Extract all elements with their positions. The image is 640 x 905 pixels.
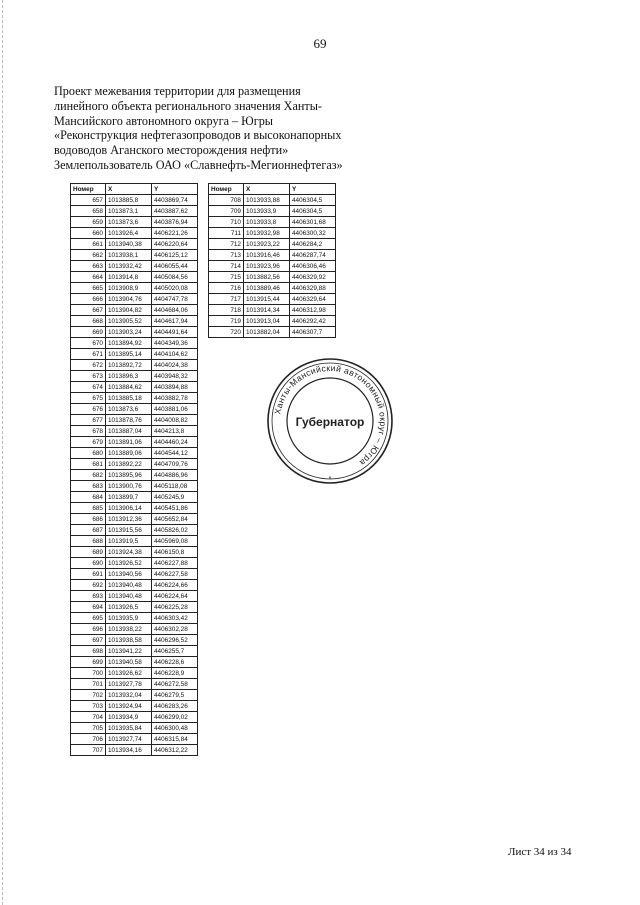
cell-x: 1013891,06 bbox=[106, 437, 152, 448]
cell-x: 1013892,22 bbox=[106, 459, 152, 470]
cell-y: 4404008,82 bbox=[152, 415, 198, 426]
cell-y: 4406312,22 bbox=[152, 745, 198, 756]
table-row bbox=[71, 745, 198, 756]
table-row bbox=[71, 657, 198, 668]
cell-x: 1013932,98 bbox=[244, 228, 290, 239]
cell-x: 1013914,8 bbox=[106, 272, 152, 283]
table-row bbox=[209, 217, 336, 228]
cell-x: 1013933,9 bbox=[244, 206, 290, 217]
cell-y: 4406312,98 bbox=[290, 305, 336, 316]
table-row bbox=[71, 338, 198, 349]
cell-x: 1013896,3 bbox=[106, 371, 152, 382]
header-x: X bbox=[244, 184, 290, 195]
cell-y: 4406300,32 bbox=[290, 228, 336, 239]
cell-y: 4403881,06 bbox=[152, 404, 198, 415]
cell-x: 1013889,46 bbox=[244, 283, 290, 294]
table-row bbox=[71, 613, 198, 624]
table-row bbox=[209, 272, 336, 283]
table-row bbox=[71, 602, 198, 613]
cell-number: 712 bbox=[209, 239, 244, 250]
table-row bbox=[71, 195, 198, 206]
cell-number: 688 bbox=[71, 536, 106, 547]
cell-y: 4406292,42 bbox=[290, 316, 336, 327]
cell-number: 702 bbox=[71, 690, 106, 701]
cell-number: 700 bbox=[71, 668, 106, 679]
cell-x: 1013873,6 bbox=[106, 404, 152, 415]
cell-y: 4406329,88 bbox=[290, 283, 336, 294]
table-row bbox=[71, 492, 198, 503]
cell-y: 4406301,68 bbox=[290, 217, 336, 228]
cell-number: 674 bbox=[71, 382, 106, 393]
cell-number: 705 bbox=[71, 723, 106, 734]
cell-y: 4406272,58 bbox=[152, 679, 198, 690]
table-row bbox=[71, 624, 198, 635]
cell-x: 1013940,48 bbox=[106, 591, 152, 602]
cell-y: 4405245,9 bbox=[152, 492, 198, 503]
cell-y: 4406315,84 bbox=[152, 734, 198, 745]
table-row bbox=[71, 448, 198, 459]
cell-x: 1013873,6 bbox=[106, 217, 152, 228]
cell-x: 1013940,58 bbox=[106, 657, 152, 668]
table-header-row bbox=[71, 184, 198, 195]
cell-number: 661 bbox=[71, 239, 106, 250]
cell-number: 660 bbox=[71, 228, 106, 239]
header-number: Номер bbox=[209, 184, 244, 195]
cell-y: 4406296,52 bbox=[152, 635, 198, 646]
cell-number: 695 bbox=[71, 613, 106, 624]
cell-y: 4406224,66 bbox=[152, 580, 198, 591]
cell-y: 4406228,9 bbox=[152, 668, 198, 679]
cell-number: 678 bbox=[71, 426, 106, 437]
cell-x: 1013915,56 bbox=[106, 525, 152, 536]
cell-y: 4405969,08 bbox=[152, 536, 198, 547]
cell-number: 677 bbox=[71, 415, 106, 426]
cell-x: 1013940,56 bbox=[106, 569, 152, 580]
cell-number: 692 bbox=[71, 580, 106, 591]
table-row bbox=[71, 349, 198, 360]
cell-number: 709 bbox=[209, 206, 244, 217]
cell-x: 1013934,16 bbox=[106, 745, 152, 756]
cell-x: 1013892,72 bbox=[106, 360, 152, 371]
table-row bbox=[71, 580, 198, 591]
cell-y: 4404213,8 bbox=[152, 426, 198, 437]
page-number: 69 bbox=[313, 36, 327, 51]
table-row bbox=[71, 250, 198, 261]
cell-x: 1013904,76 bbox=[106, 294, 152, 305]
table-row bbox=[209, 327, 336, 338]
cell-y: 4406304,5 bbox=[290, 206, 336, 217]
cell-x: 1013919,5 bbox=[106, 536, 152, 547]
cell-y: 4405451,86 bbox=[152, 503, 198, 514]
cell-y: 4404886,96 bbox=[152, 470, 198, 481]
cell-x: 1013878,76 bbox=[106, 415, 152, 426]
table-row bbox=[209, 283, 336, 294]
table-row bbox=[209, 294, 336, 305]
cell-y: 4404544,12 bbox=[152, 448, 198, 459]
cell-x: 1013894,92 bbox=[106, 338, 152, 349]
table-row bbox=[71, 382, 198, 393]
cell-number: 697 bbox=[71, 635, 106, 646]
cell-x: 1013940,38 bbox=[106, 239, 152, 250]
cell-y: 4406255,7 bbox=[152, 646, 198, 657]
table-row bbox=[71, 393, 198, 404]
cell-number: 672 bbox=[71, 360, 106, 371]
cell-y: 4406329,64 bbox=[290, 294, 336, 305]
table-row bbox=[71, 503, 198, 514]
cell-number: 676 bbox=[71, 404, 106, 415]
cell-number: 684 bbox=[71, 492, 106, 503]
governor-seal-stamp bbox=[266, 357, 394, 485]
cell-number: 657 bbox=[71, 195, 106, 206]
title-line: линейного объекта регионального значения Ханты- bbox=[54, 98, 322, 113]
title-line: Мансийского автономного округа – Югры bbox=[54, 113, 273, 128]
table-row bbox=[71, 734, 198, 745]
cell-y: 4403887,62 bbox=[152, 206, 198, 217]
cell-x: 1013935,9 bbox=[106, 613, 152, 624]
table-row bbox=[71, 437, 198, 448]
table-row bbox=[71, 272, 198, 283]
cell-number: 679 bbox=[71, 437, 106, 448]
cell-x: 1013924,38 bbox=[106, 547, 152, 558]
table-row bbox=[71, 536, 198, 547]
table-row bbox=[209, 195, 336, 206]
cell-x: 1013906,14 bbox=[106, 503, 152, 514]
document-title bbox=[54, 84, 354, 173]
cell-y: 4405084,56 bbox=[152, 272, 198, 283]
cell-number: 686 bbox=[71, 514, 106, 525]
sheet-footer: Лист 34 из 34 bbox=[508, 846, 572, 858]
cell-number: 698 bbox=[71, 646, 106, 657]
cell-number: 663 bbox=[71, 261, 106, 272]
cell-number: 711 bbox=[209, 228, 244, 239]
cell-number: 662 bbox=[71, 250, 106, 261]
cell-y: 4406220,64 bbox=[152, 239, 198, 250]
cell-x: 1013904,82 bbox=[106, 305, 152, 316]
cell-number: 667 bbox=[71, 305, 106, 316]
cell-x: 1013926,52 bbox=[106, 558, 152, 569]
cell-x: 1013938,22 bbox=[106, 624, 152, 635]
cell-x: 1013926,4 bbox=[106, 228, 152, 239]
title-line: Землепользователь ОАО «Славнефть-Мегионнефтегаз» bbox=[54, 157, 343, 172]
header-number: Номер bbox=[71, 184, 106, 195]
cell-number: 701 bbox=[71, 679, 106, 690]
cell-x: 1013941,22 bbox=[106, 646, 152, 657]
title-line: «Реконструкция нефтегазопроводов и высоконапорных bbox=[54, 128, 342, 143]
table-row bbox=[71, 712, 198, 723]
table-row bbox=[71, 371, 198, 382]
cell-number: 720 bbox=[209, 327, 244, 338]
cell-y: 4403948,32 bbox=[152, 371, 198, 382]
cell-x: 1013912,36 bbox=[106, 514, 152, 525]
table-row bbox=[71, 217, 198, 228]
cell-x: 1013914,34 bbox=[244, 305, 290, 316]
cell-number: 694 bbox=[71, 602, 106, 613]
table-row bbox=[71, 206, 198, 217]
cell-y: 4403876,94 bbox=[152, 217, 198, 228]
cell-x: 1013940,48 bbox=[106, 580, 152, 591]
cell-y: 4406224,64 bbox=[152, 591, 198, 602]
table-row bbox=[209, 228, 336, 239]
cell-x: 1013932,42 bbox=[106, 261, 152, 272]
cell-x: 1013895,96 bbox=[106, 470, 152, 481]
cell-number: 680 bbox=[71, 448, 106, 459]
cell-number: 691 bbox=[71, 569, 106, 580]
cell-y: 4406221,26 bbox=[152, 228, 198, 239]
cell-number: 673 bbox=[71, 371, 106, 382]
cell-x: 1013923,96 bbox=[244, 261, 290, 272]
table-row bbox=[209, 261, 336, 272]
cell-number: 671 bbox=[71, 349, 106, 360]
coordinates-table-left bbox=[70, 183, 198, 756]
table-row bbox=[71, 635, 198, 646]
title-line: водоводов Аганского месторождения нефти» bbox=[54, 143, 289, 158]
table-row bbox=[71, 360, 198, 371]
cell-y: 4406304,5 bbox=[290, 195, 336, 206]
cell-x: 1013938,58 bbox=[106, 635, 152, 646]
cell-y: 4405020,08 bbox=[152, 283, 198, 294]
table-row bbox=[209, 250, 336, 261]
cell-y: 4406055,44 bbox=[152, 261, 198, 272]
cell-x: 1013882,04 bbox=[244, 327, 290, 338]
cell-number: 699 bbox=[71, 657, 106, 668]
cell-y: 4406299,02 bbox=[152, 712, 198, 723]
cell-number: 666 bbox=[71, 294, 106, 305]
seal-star: * bbox=[328, 476, 332, 483]
cell-number: 665 bbox=[71, 283, 106, 294]
cell-y: 4406300,48 bbox=[152, 723, 198, 734]
cell-number: 685 bbox=[71, 503, 106, 514]
table-row bbox=[71, 415, 198, 426]
cell-y: 4406227,58 bbox=[152, 569, 198, 580]
table-row bbox=[71, 690, 198, 701]
cell-y: 4406329,92 bbox=[290, 272, 336, 283]
cell-x: 1013924,94 bbox=[106, 701, 152, 712]
cell-x: 1013885,8 bbox=[106, 195, 152, 206]
cell-number: 687 bbox=[71, 525, 106, 536]
cell-x: 1013882,56 bbox=[244, 272, 290, 283]
cell-y: 4406307,7 bbox=[290, 327, 336, 338]
title-line: Проект межевания территории для размещения bbox=[54, 84, 301, 98]
cell-y: 4406283,26 bbox=[152, 701, 198, 712]
scan-edge bbox=[2, 0, 4, 905]
cell-y: 4403882,78 bbox=[152, 393, 198, 404]
cell-y: 4406227,88 bbox=[152, 558, 198, 569]
cell-number: 719 bbox=[209, 316, 244, 327]
cell-number: 708 bbox=[209, 195, 244, 206]
cell-x: 1013905,52 bbox=[106, 316, 152, 327]
header-y: Y bbox=[152, 184, 198, 195]
cell-number: 707 bbox=[71, 745, 106, 756]
table-row bbox=[71, 327, 198, 338]
table-row bbox=[71, 426, 198, 437]
cell-number: 703 bbox=[71, 701, 106, 712]
cell-number: 716 bbox=[209, 283, 244, 294]
cell-y: 4406125,12 bbox=[152, 250, 198, 261]
cell-x: 1013900,76 bbox=[106, 481, 152, 492]
table-row bbox=[71, 404, 198, 415]
table-row bbox=[71, 261, 198, 272]
cell-number: 689 bbox=[71, 547, 106, 558]
cell-number: 682 bbox=[71, 470, 106, 481]
cell-number: 669 bbox=[71, 327, 106, 338]
table-row bbox=[71, 668, 198, 679]
seal-center-text: Губернатор bbox=[295, 415, 365, 429]
cell-number: 713 bbox=[209, 250, 244, 261]
cell-x: 1013885,18 bbox=[106, 393, 152, 404]
header-x: X bbox=[106, 184, 152, 195]
cell-x: 1013926,62 bbox=[106, 668, 152, 679]
cell-y: 4406303,42 bbox=[152, 613, 198, 624]
cell-number: 706 bbox=[71, 734, 106, 745]
cell-number: 717 bbox=[209, 294, 244, 305]
cell-x: 1013903,24 bbox=[106, 327, 152, 338]
cell-y: 4404709,76 bbox=[152, 459, 198, 470]
cell-x: 1013913,04 bbox=[244, 316, 290, 327]
cell-y: 4406284,2 bbox=[290, 239, 336, 250]
cell-number: 714 bbox=[209, 261, 244, 272]
table-row bbox=[71, 305, 198, 316]
cell-x: 1013916,46 bbox=[244, 250, 290, 261]
cell-number: 668 bbox=[71, 316, 106, 327]
cell-number: 683 bbox=[71, 481, 106, 492]
table-row bbox=[71, 294, 198, 305]
table-header-row bbox=[209, 184, 336, 195]
table-row bbox=[209, 316, 336, 327]
cell-y: 4404460,24 bbox=[152, 437, 198, 448]
table-row bbox=[71, 470, 198, 481]
cell-x: 1013934,9 bbox=[106, 712, 152, 723]
cell-y: 4405826,02 bbox=[152, 525, 198, 536]
cell-number: 681 bbox=[71, 459, 106, 470]
cell-x: 1013935,84 bbox=[106, 723, 152, 734]
cell-y: 4406150,8 bbox=[152, 547, 198, 558]
cell-x: 1013938,1 bbox=[106, 250, 152, 261]
cell-x: 1013932,04 bbox=[106, 690, 152, 701]
cell-x: 1013923,22 bbox=[244, 239, 290, 250]
cell-y: 4404491,64 bbox=[152, 327, 198, 338]
table-row bbox=[71, 514, 198, 525]
cell-x: 1013873,1 bbox=[106, 206, 152, 217]
coordinates-table-right bbox=[208, 183, 336, 338]
cell-y: 4405652,84 bbox=[152, 514, 198, 525]
cell-y: 4405118,08 bbox=[152, 481, 198, 492]
cell-y: 4406228,6 bbox=[152, 657, 198, 668]
table-row bbox=[71, 481, 198, 492]
table-row bbox=[71, 646, 198, 657]
cell-x: 1013908,9 bbox=[106, 283, 152, 294]
cell-x: 1013889,06 bbox=[106, 448, 152, 459]
table-row bbox=[71, 239, 198, 250]
cell-number: 658 bbox=[71, 206, 106, 217]
cell-x: 1013933,8 bbox=[244, 217, 290, 228]
table-row bbox=[71, 525, 198, 536]
cell-number: 704 bbox=[71, 712, 106, 723]
table-row bbox=[209, 206, 336, 217]
cell-number: 715 bbox=[209, 272, 244, 283]
table-row bbox=[71, 679, 198, 690]
cell-number: 675 bbox=[71, 393, 106, 404]
cell-y: 4404684,06 bbox=[152, 305, 198, 316]
cell-number: 670 bbox=[71, 338, 106, 349]
table-row bbox=[71, 459, 198, 470]
cell-y: 4403894,88 bbox=[152, 382, 198, 393]
cell-number: 693 bbox=[71, 591, 106, 602]
table-row bbox=[71, 569, 198, 580]
cell-number: 696 bbox=[71, 624, 106, 635]
table-row bbox=[71, 591, 198, 602]
cell-x: 1013899,7 bbox=[106, 492, 152, 503]
cell-y: 4404104,62 bbox=[152, 349, 198, 360]
table-row bbox=[71, 228, 198, 239]
cell-x: 1013927,74 bbox=[106, 734, 152, 745]
cell-y: 4406302,28 bbox=[152, 624, 198, 635]
cell-y: 4404349,36 bbox=[152, 338, 198, 349]
cell-number: 710 bbox=[209, 217, 244, 228]
cell-y: 4406225,28 bbox=[152, 602, 198, 613]
cell-y: 4404024,38 bbox=[152, 360, 198, 371]
cell-x: 1013915,44 bbox=[244, 294, 290, 305]
cell-x: 1013926,5 bbox=[106, 602, 152, 613]
cell-number: 690 bbox=[71, 558, 106, 569]
cell-y: 4406287,74 bbox=[290, 250, 336, 261]
cell-x: 1013887,04 bbox=[106, 426, 152, 437]
cell-x: 1013927,78 bbox=[106, 679, 152, 690]
cell-y: 4404617,94 bbox=[152, 316, 198, 327]
seal-ring-text: Ханты-Мансийский автономный округ – Югра bbox=[272, 362, 389, 469]
cell-y: 4403869,74 bbox=[152, 195, 198, 206]
cell-y: 4406279,5 bbox=[152, 690, 198, 701]
table-row bbox=[71, 547, 198, 558]
table-row bbox=[71, 316, 198, 327]
cell-y: 4404747,78 bbox=[152, 294, 198, 305]
table-row bbox=[209, 239, 336, 250]
table-row bbox=[71, 283, 198, 294]
table-row bbox=[71, 558, 198, 569]
cell-number: 659 bbox=[71, 217, 106, 228]
table-row bbox=[71, 701, 198, 712]
cell-number: 664 bbox=[71, 272, 106, 283]
cell-number: 718 bbox=[209, 305, 244, 316]
cell-x: 1013895,14 bbox=[106, 349, 152, 360]
cell-x: 1013884,62 bbox=[106, 382, 152, 393]
cell-y: 4406306,46 bbox=[290, 261, 336, 272]
table-row bbox=[209, 305, 336, 316]
table-row bbox=[71, 723, 198, 734]
header-y: Y bbox=[290, 184, 336, 195]
cell-x: 1013933,88 bbox=[244, 195, 290, 206]
